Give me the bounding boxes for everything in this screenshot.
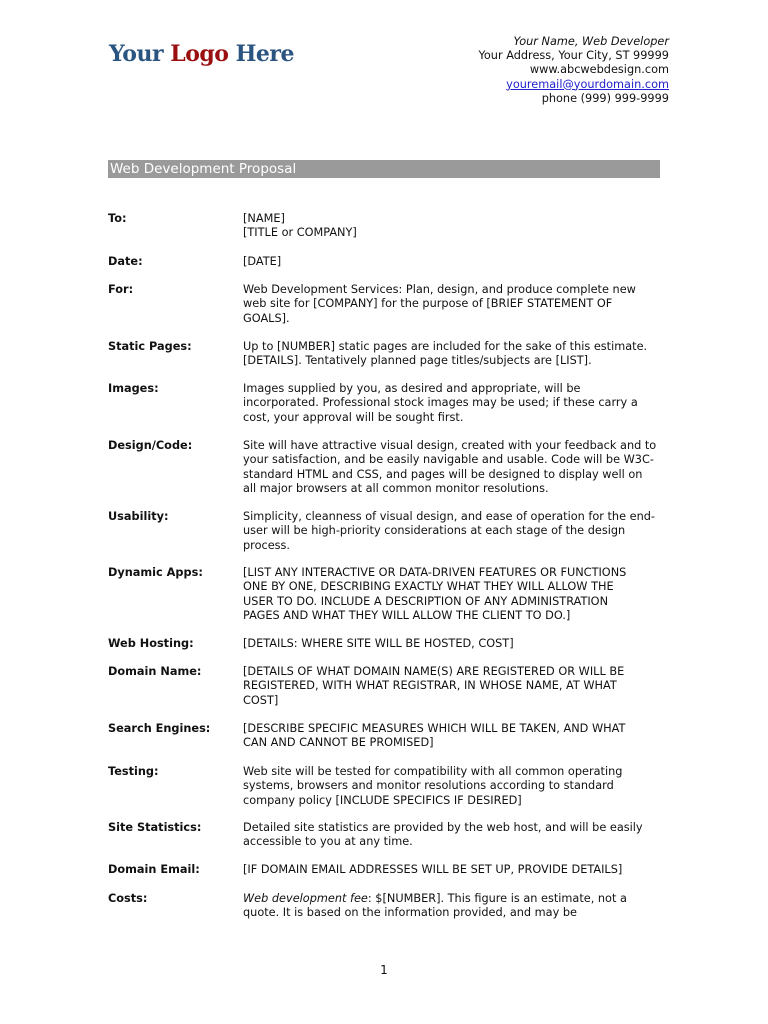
contact-address: Your Address, Your City, ST 99999 (478, 49, 669, 63)
logo-text: Your (109, 41, 171, 67)
field-value-line: [IF DOMAIN EMAIL ADDRESSES WILL BE SET UP, PROVIDE DETAILS] (243, 863, 623, 876)
field-label: Domain Name: (108, 665, 202, 678)
field-value (243, 863, 622, 877)
field-value-line: [DESCRIBE SPECIFIC MEASURES WHICH WILL BE TAKEN, AND WHAT (243, 722, 626, 735)
field-value-line: [TITLE or COMPANY] (243, 226, 357, 240)
costs-line1: : $[NUMBER]. This figure is an estimate, not a (367, 892, 627, 905)
field-value-line: company policy [INCLUDE SPECIFICS IF DESIRED] (243, 793, 522, 807)
field-value (243, 765, 622, 808)
field-value-line: REGISTERED, WITH WHAT REGISTRAR, IN WHOSE NAME, AT WHAT (243, 679, 617, 693)
field-value-line: ONE BY ONE, DESCRIBING EXACTLY WHAT THEY WILL ALLOW THE (243, 580, 614, 594)
field-label: For: (108, 283, 134, 296)
field-label: Static Pages: (108, 340, 192, 353)
field-value (243, 510, 655, 553)
field-value (243, 566, 626, 623)
field-label: Costs: (108, 892, 148, 905)
field-value (243, 892, 627, 921)
field-value (243, 821, 643, 850)
field-value-line: [DETAILS]. Tentatively planned page titles/subjects are [LIST]. (243, 354, 592, 368)
field-value-line: incorporated. Professional stock images may be used; if these carry a (243, 396, 638, 410)
field-value (243, 382, 638, 425)
field-value-line: USER TO DO. INCLUDE A DESCRIPTION OF ANY ADMINISTRATION (243, 594, 609, 608)
field-label: Testing: (108, 765, 159, 778)
costs-fee-label: Web development fee (243, 892, 368, 905)
field-value-line: [NAME] (243, 212, 285, 225)
field-label: Usability: (108, 510, 169, 523)
logo-text: Here (228, 41, 294, 67)
document-title: Web Development Proposal (108, 160, 660, 178)
field-value-line: process. (243, 538, 291, 552)
field-value-line: web site for [COMPANY] for the purpose of [BRIEF STATEMENT OF (243, 297, 613, 311)
logo-text: Logo (170, 41, 229, 67)
field-value-line: cost, your approval will be sought first. (243, 410, 464, 424)
field-value-line: GOALS]. (243, 311, 290, 325)
field-value-line: Detailed site statistics are provided by the web host, and will be easily (243, 821, 643, 834)
field-value-line: standard HTML and CSS, and pages will be designed to display well on (243, 467, 643, 481)
field-value (243, 665, 624, 708)
field-label: Search Engines: (108, 722, 211, 735)
field-label: Web Hosting: (108, 637, 194, 650)
field-value-line: your satisfaction, and be easily navigable and usable. Code will be W3C- (243, 453, 654, 467)
contact-block (478, 35, 669, 106)
page-number: 1 (380, 963, 388, 977)
field-value-line: [DETAILS: WHERE SITE WILL BE HOSTED, COST] (243, 637, 514, 650)
field-value (243, 722, 625, 751)
field-label: Design/Code: (108, 439, 193, 452)
field-value (243, 212, 357, 241)
field-value-line: Images supplied by you, as desired and appropriate, will be (243, 382, 581, 395)
field-value-line: COST] (243, 693, 279, 707)
field-value-line: systems, browsers and monitor resolutions according to standard (243, 779, 614, 793)
field-value (243, 340, 647, 369)
contact-website: www.abcwebdesign.com (529, 63, 669, 77)
field-value-line: PAGES AND WHAT THEY WILL ALLOW THE CLIENT TO DO.] (243, 608, 571, 622)
field-label: Dynamic Apps: (108, 566, 203, 579)
field-value (243, 637, 514, 651)
field-value-line: Simplicity, cleanness of visual design, and ease of operation for the end- (243, 510, 655, 523)
contact-name: Your Name, Web Developer (513, 35, 669, 48)
field-value-line: Up to [NUMBER] static pages are included for the sake of this estimate. (243, 340, 648, 353)
field-label: Site Statistics: (108, 821, 202, 834)
field-label: Domain Email: (108, 863, 200, 876)
field-value (243, 283, 636, 326)
field-value-line: [DETAILS OF WHAT DOMAIN NAME(S) ARE REGISTERED OR WILL BE (243, 665, 625, 678)
logo (109, 41, 294, 67)
field-value-line: all major browsers at all common monitor resolutions. (243, 481, 549, 495)
field-label: To: (108, 212, 127, 225)
field-value-line: CAN AND CANNOT BE PROMISED] (243, 736, 434, 750)
field-value-line: Web site will be tested for compatibility with all common operating (243, 765, 623, 778)
field-value (243, 439, 656, 496)
field-value-line: accessible to you at any time. (243, 835, 413, 849)
field-value-line: user will be high-priority considerations at each stage of the design (243, 524, 626, 538)
field-value (243, 255, 281, 269)
field-value-line: Web Development Services: Plan, design, and produce complete new (243, 283, 636, 296)
field-value-line: Site will have attractive visual design, created with your feedback and to (243, 439, 657, 452)
field-label: Images: (108, 382, 159, 395)
field-value-line: [DATE] (243, 255, 282, 268)
contact-email-link[interactable]: youremail@yourdomain.com (506, 77, 669, 91)
field-label: Date: (108, 255, 143, 268)
costs-line2: quote. It is based on the information provided, and may be (243, 906, 577, 920)
field-value-line: [LIST ANY INTERACTIVE OR DATA-DRIVEN FEATURES OR FUNCTIONS (243, 566, 627, 579)
contact-phone: phone (999) 999-9999 (541, 91, 669, 105)
